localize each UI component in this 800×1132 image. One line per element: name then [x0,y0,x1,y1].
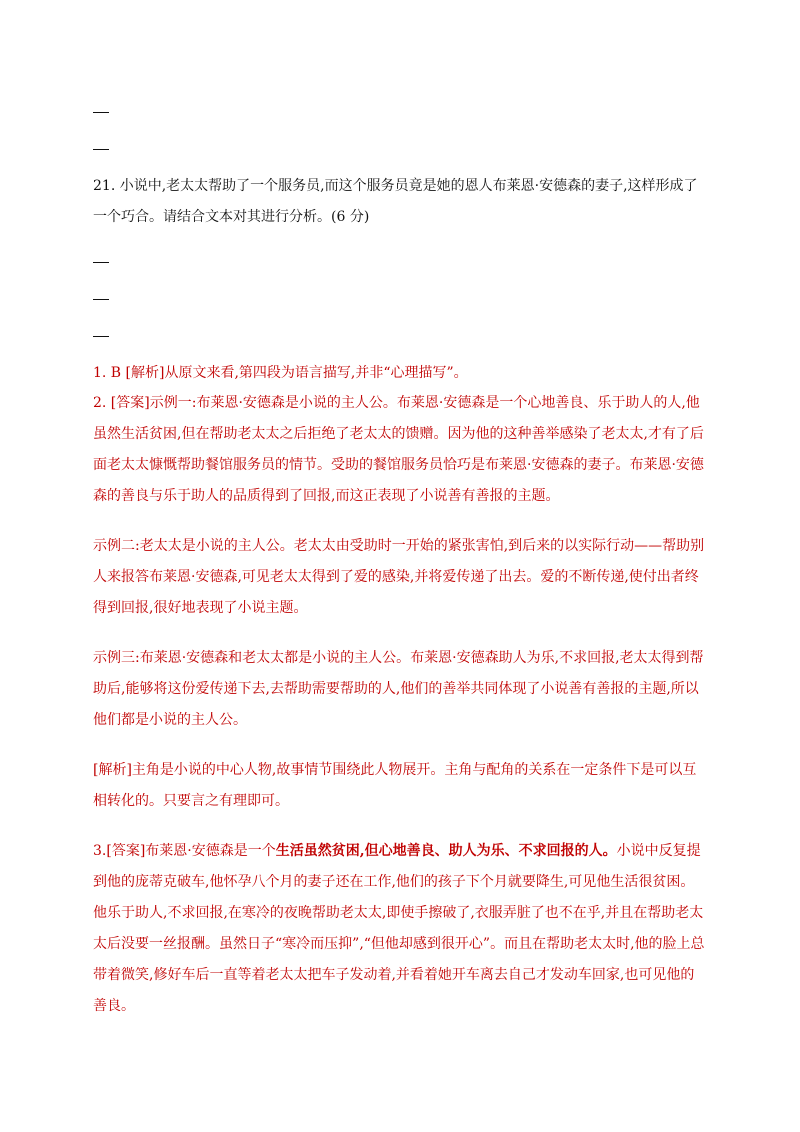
answer-3-key-point: 生活虽然贫困,但心地善良、助人为乐、不求回报的人。 [275,843,617,859]
answer-blank-line[interactable] [93,299,109,300]
answer-2-example-3: 示例三:布莱恩·安德森和老太太都是小说的主人公。布莱恩·安德森助人为乐,不求回报,老太太得到帮助后,能够将这份爱传递下去,去帮助需要帮助的人,他们的善举共同体现了小说善有善报的主题,所以他们都是小说的主人公。 [93,650,704,728]
answer-blank-line[interactable] [93,262,109,263]
answer-2-example-2: 示例二:老太太是小说的主人公。老太太由受助时一开始的紧张害怕,到后来的以实际行动——帮助别人来报答布莱恩·安德森,可见老太太得到了爱的感染,并将爱传递了出去。爱的不断传递,使付出者终得到回报,很好地表现了小说主题。 [93,538,705,616]
question-21: 21. 小说中,老太太帮助了一个服务员,而这个服务员竟是她的恩人布莱恩·安德森的妻子,这样形成了一个巧合。请结合文本对其进行分析。(6 分) [93,178,698,225]
answer-3-explanation: 小说中反复提到他的庞蒂克破车,他怀孕八个月的妻子还在工作,他们的孩子下个月就要降生,可见他生活很贫困。他乐于助人,不求回报,在寒冷的夜晚帮助老太太,即使手擦破了,衣服弄脏了也不在乎,并且在帮助老太太后没要一丝报酬。虽然日子“寒冷而压抑”,“但他却感到很开心”。而且在帮助老太太时,他的脸上总带着微笑,修好车后一直等着老太太把车子发动着,并看着她开车离去自己才发动车回家,也可见他的善良。 [93,843,705,1014]
answer-1: 1. B [解析]从原文来看,第四段为语言描写,并非“心理描写”。 [93,365,468,381]
answer-blank-line[interactable] [93,336,109,337]
answer-blank-line[interactable] [93,112,109,113]
answer-3 [93,836,707,1022]
answer-3-prefix: 3.[答案]布莱恩·安德森是一个 [93,843,276,859]
answer-2-analysis: [解析]主角是小说的中心人物,故事情节围绕此人物展开。主角与配角的关系在一定条件下是可以互相转化的。只要言之有理即可。 [93,762,697,809]
answer-2-example-1: 2. [答案]示例一:布莱恩·安德森是小说的主人公。布莱恩·安德森是一个心地善良、乐于助人的人,他虽然生活贫困,但在帮助老太太之后拒绝了老太太的馈赠。因为他的这种善举感染了老太太,才有了后面老太太慷慨帮助餐馆服务员的情节。受助的餐馆服务员恰巧是布莱恩·安德森的妻子。布莱恩·安德森的善良与乐于助人的品质得到了回报,而这正表现了小说善有善报的主题。 [93,395,704,504]
answer-blank-line[interactable] [93,149,109,150]
